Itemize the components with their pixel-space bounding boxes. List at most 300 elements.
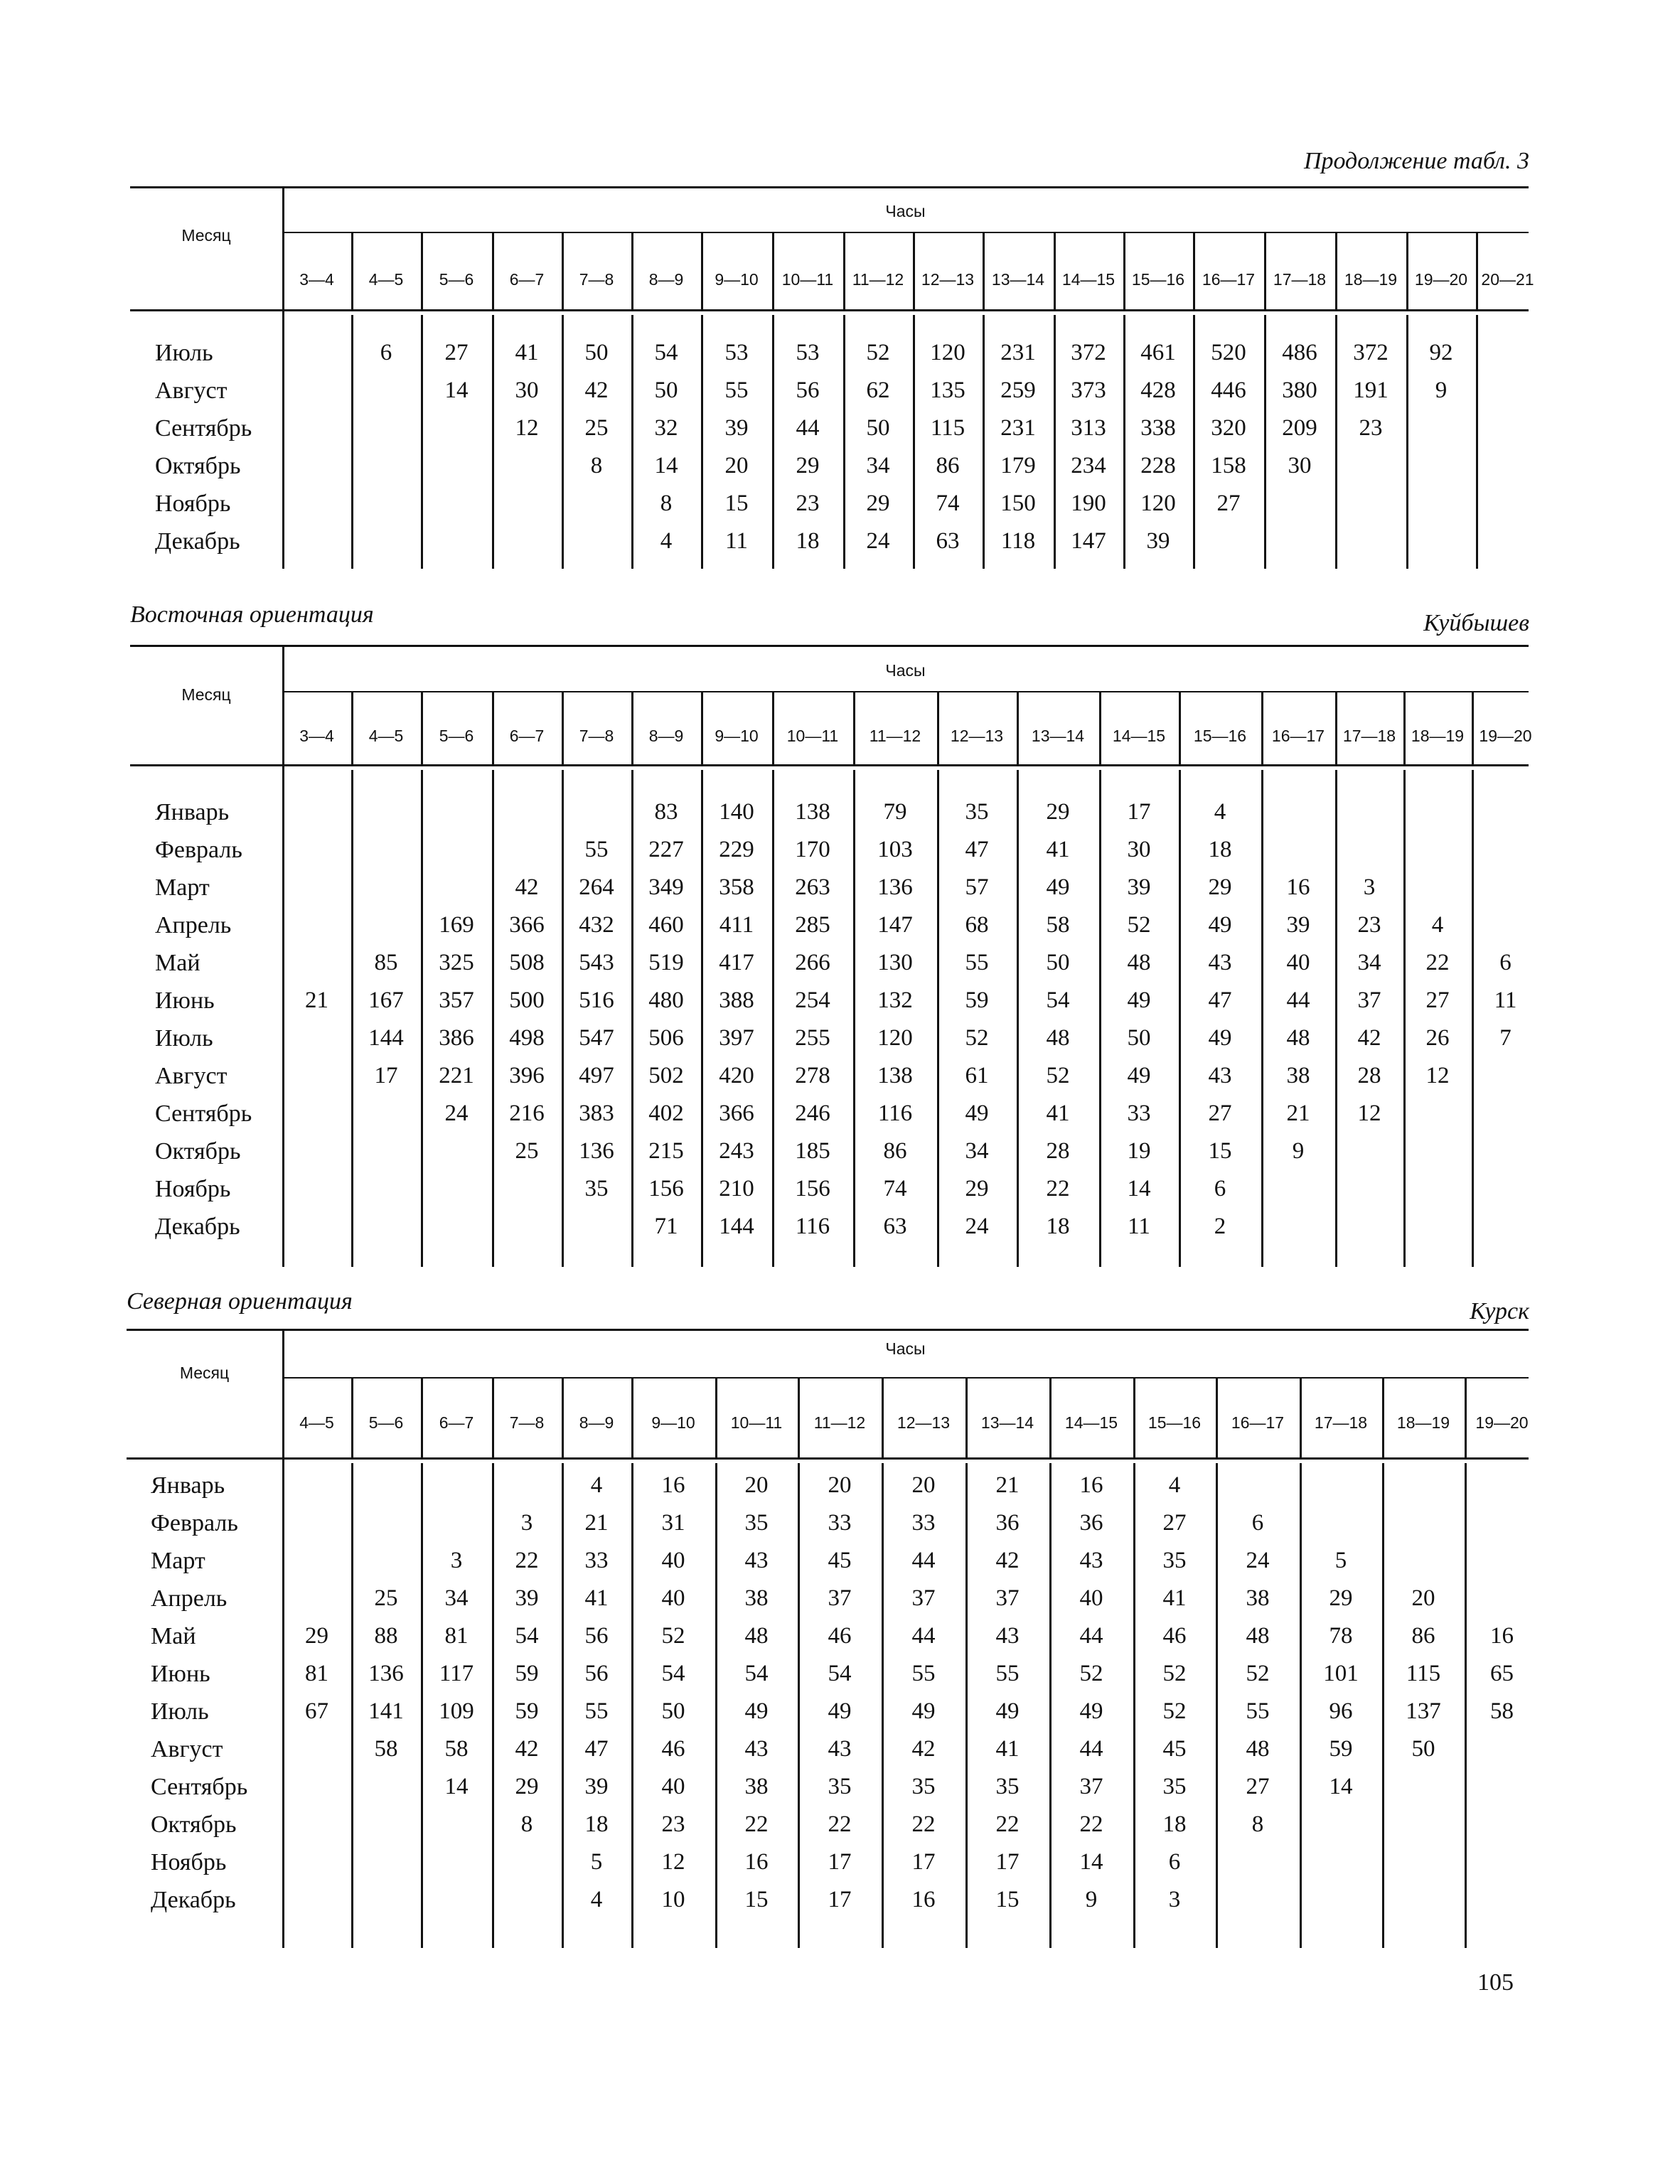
- table-cell: 109: [439, 1698, 474, 1724]
- table-cell: 41: [995, 1736, 1020, 1762]
- table-cell: 40: [1286, 950, 1310, 975]
- table-cell: 88: [374, 1623, 398, 1649]
- table-caption-right: Курск: [1470, 1298, 1529, 1324]
- table-cell: 14: [444, 378, 469, 403]
- table-cell: 19: [1127, 1138, 1151, 1164]
- table-cell: 23: [1357, 912, 1381, 938]
- table-cell: 254: [795, 987, 830, 1013]
- table-cell: 52: [1079, 1661, 1103, 1686]
- column-divider-head: [421, 232, 423, 309]
- column-divider-body: [492, 770, 494, 1267]
- table-cell: 16: [1490, 1623, 1514, 1649]
- table-cell: 11: [1494, 987, 1517, 1013]
- table-cell: 264: [579, 874, 614, 900]
- hour-column-header: 17—18: [1273, 270, 1327, 289]
- hour-column-header: 5—6: [368, 1413, 404, 1432]
- table-cell: 130: [877, 950, 913, 975]
- table-cell: 61: [965, 1063, 989, 1088]
- column-divider-head: [1133, 1377, 1135, 1457]
- month-label: Октябрь: [155, 453, 241, 479]
- table-cell: 49: [1127, 1063, 1151, 1088]
- table-cell: 54: [1046, 987, 1070, 1013]
- table-cell: 56: [584, 1623, 609, 1649]
- table-cell: 8: [590, 453, 603, 478]
- month-label: Февраль: [151, 1510, 238, 1536]
- table-cell: 79: [883, 799, 907, 825]
- column-divider-head: [701, 691, 703, 764]
- table-cell: 27: [1425, 987, 1450, 1013]
- column-divider-head: [772, 691, 774, 764]
- table-cell: 44: [1079, 1736, 1103, 1762]
- table-top-rule: [127, 1329, 1529, 1331]
- header-bottom-rule: [130, 309, 1529, 311]
- table-cell: 209: [1282, 415, 1317, 441]
- table-cell: 23: [661, 1811, 685, 1837]
- table-cell: 547: [579, 1025, 614, 1051]
- month-label: Май: [151, 1623, 196, 1649]
- table-cell: 92: [1429, 340, 1453, 365]
- month-header: Месяц: [181, 226, 231, 245]
- table-cell: 516: [579, 987, 614, 1013]
- table-cell: 39: [1127, 874, 1151, 900]
- column-divider-head: [1049, 1377, 1052, 1457]
- column-divider-head: [1335, 691, 1337, 764]
- table-cell: 65: [1490, 1661, 1514, 1686]
- table-cell: 32: [654, 415, 678, 441]
- table-cell: 6: [380, 340, 392, 365]
- hours-rule: [282, 691, 1529, 692]
- table-cell: 49: [828, 1698, 852, 1724]
- column-divider-body: [1403, 770, 1406, 1267]
- table-cell: 39: [584, 1774, 609, 1799]
- column-divider-head: [1476, 232, 1478, 309]
- month-label: Сентябрь: [155, 415, 252, 441]
- table-cell: 167: [368, 987, 404, 1013]
- table-cell: 49: [911, 1698, 936, 1724]
- month-label: Август: [155, 1063, 228, 1089]
- hour-column-header: 13—14: [1031, 727, 1085, 745]
- table-cell: 44: [911, 1548, 936, 1573]
- table-cell: 42: [515, 1736, 539, 1762]
- table-cell: 42: [1357, 1025, 1381, 1051]
- table-cell: 115: [930, 415, 965, 441]
- table-cell: 231: [1000, 340, 1036, 365]
- table-cell: 388: [719, 987, 754, 1013]
- table-cell: 486: [1282, 340, 1317, 365]
- hour-column-header: 15—16: [1131, 270, 1185, 289]
- table-cell: 135: [930, 378, 965, 403]
- column-divider-head: [351, 232, 353, 309]
- table-cell: 179: [1000, 453, 1036, 478]
- table-cell: 52: [965, 1025, 989, 1051]
- table-cell: 59: [515, 1698, 539, 1724]
- month-label: Март: [151, 1548, 205, 1574]
- table-cell: 417: [719, 950, 754, 975]
- month-label: Февраль: [155, 837, 242, 863]
- month-label: Июнь: [151, 1661, 210, 1687]
- hour-column-header: 11—12: [869, 727, 921, 745]
- table-top-rule: [130, 186, 1529, 188]
- table-cell: 47: [965, 837, 989, 862]
- hour-column-header: 8—9: [648, 270, 684, 289]
- table-cell: 11: [1128, 1214, 1150, 1239]
- table-cell: 5: [590, 1849, 603, 1875]
- column-divider-head: [1261, 691, 1263, 764]
- table-cell: 49: [1127, 987, 1151, 1013]
- hour-column-header: 8—9: [648, 727, 684, 745]
- page-number: 105: [1477, 1969, 1514, 1996]
- table-cell: 74: [936, 491, 960, 516]
- table-cell: 27: [1246, 1774, 1270, 1799]
- hour-column-header: 14—15: [1112, 727, 1166, 745]
- column-divider-head: [1472, 691, 1474, 764]
- table-cell: 411: [719, 912, 754, 938]
- column-divider-head: [492, 232, 494, 309]
- table-cell: 37: [828, 1585, 852, 1611]
- hours-header: Часы: [885, 202, 926, 220]
- table-cell: 63: [936, 528, 960, 554]
- column-divider-head: [421, 691, 423, 764]
- table-cell: 21: [995, 1472, 1020, 1498]
- table-cell: 22: [828, 1811, 852, 1837]
- hour-column-header: 4—5: [368, 270, 404, 289]
- table-cell: 27: [444, 340, 469, 365]
- hours-header: Часы: [885, 661, 926, 680]
- table-cell: 48: [1286, 1025, 1310, 1051]
- column-divider-head: [492, 1377, 494, 1457]
- hour-column-header: 19—20: [1479, 727, 1532, 745]
- column-divider-head: [1099, 691, 1101, 764]
- month-label: Январь: [151, 1472, 225, 1499]
- table-cell: 9: [1292, 1138, 1305, 1164]
- column-divider-head: [631, 1377, 633, 1457]
- table-cell: 372: [1353, 340, 1389, 365]
- table-cell: 22: [744, 1811, 769, 1837]
- hour-column-header: 19—20: [1475, 1413, 1529, 1432]
- table-cell: 57: [965, 874, 989, 900]
- column-divider-head: [351, 691, 353, 764]
- table-cell: 116: [795, 1214, 830, 1239]
- table-cell: 502: [648, 1063, 684, 1088]
- hour-column-header: 10—11: [786, 727, 839, 745]
- table-cell: 506: [648, 1025, 684, 1051]
- table-caption-left: Северная ориентация: [127, 1288, 353, 1315]
- table-cell: 41: [1046, 1101, 1070, 1126]
- column-divider-head: [965, 1377, 968, 1457]
- table-cell: 56: [584, 1661, 609, 1686]
- table-cell: 8: [1251, 1811, 1264, 1837]
- table-cell: 45: [1162, 1736, 1187, 1762]
- table-cell: 43: [744, 1548, 769, 1573]
- table-cell: 285: [795, 912, 830, 938]
- table-cell: 81: [444, 1623, 469, 1649]
- table-cell: 68: [965, 912, 989, 938]
- table-cell: 81: [305, 1661, 328, 1686]
- table-cell: 41: [1162, 1585, 1187, 1611]
- table-cell: 6: [1214, 1176, 1226, 1201]
- table-cell: 41: [515, 340, 539, 365]
- column-divider-head: [631, 232, 633, 309]
- table-cell: 12: [661, 1849, 685, 1875]
- hour-column-header: 7—8: [579, 270, 614, 289]
- table-cell: 55: [584, 1698, 609, 1724]
- column-divider-head: [853, 691, 855, 764]
- column-divider-head: [715, 1377, 717, 1457]
- hour-column-header: 12—13: [921, 270, 975, 289]
- table-cell: 228: [1140, 453, 1176, 478]
- table-cell: 15: [724, 491, 749, 516]
- table-cell: 42: [995, 1548, 1020, 1573]
- table-cell: 44: [1286, 987, 1310, 1013]
- table-cell: 49: [995, 1698, 1020, 1724]
- table-cell: 138: [877, 1063, 913, 1088]
- table-cell: 54: [661, 1661, 685, 1686]
- table-cell: 231: [1000, 415, 1036, 441]
- hour-column-header: 9—10: [651, 1413, 695, 1432]
- table-cell: 325: [439, 950, 474, 975]
- table-cell: 18: [1208, 837, 1232, 862]
- table-cell: 43: [1208, 950, 1232, 975]
- hour-column-header: 16—17: [1231, 1413, 1285, 1432]
- table-cell: 50: [1127, 1025, 1151, 1051]
- table-cell: 28: [1046, 1138, 1070, 1164]
- hours-rule: [282, 1377, 1529, 1379]
- table-cell: 48: [744, 1623, 769, 1649]
- table-cell: 10: [661, 1887, 685, 1912]
- table-cell: 117: [439, 1661, 474, 1686]
- table-cell: 29: [796, 453, 820, 478]
- column-divider-head: [772, 232, 774, 309]
- table-cell: 67: [305, 1698, 328, 1724]
- table-cell: 4: [590, 1887, 603, 1912]
- column-divider-head: [983, 232, 985, 309]
- table-cell: 4: [1214, 799, 1226, 825]
- table-cell: 56: [796, 378, 820, 403]
- hour-column-header: 16—17: [1202, 270, 1256, 289]
- table-cell: 4: [660, 528, 673, 554]
- month-label: Сентябрь: [151, 1774, 248, 1800]
- table-cell: 33: [1127, 1101, 1151, 1126]
- table-cell: 6: [1251, 1510, 1264, 1536]
- table-cell: 55: [1246, 1698, 1270, 1724]
- table-cell: 259: [1000, 378, 1036, 403]
- table-cell: 35: [1162, 1774, 1187, 1799]
- table-cell: 9: [1435, 378, 1448, 403]
- table-cell: 9: [1085, 1887, 1098, 1912]
- table-cell: 49: [1208, 1025, 1232, 1051]
- table-cell: 34: [444, 1585, 469, 1611]
- table-cell: 37: [995, 1585, 1020, 1611]
- table-cell: 210: [719, 1176, 754, 1201]
- column-divider-head: [1300, 1377, 1302, 1457]
- table-cell: 55: [911, 1661, 936, 1686]
- hour-column-header: 10—11: [730, 1413, 783, 1432]
- table-cell: 21: [584, 1510, 609, 1536]
- table-cell: 5: [1334, 1548, 1347, 1573]
- table-cell: 22: [1046, 1176, 1070, 1201]
- table-cell: 36: [1079, 1510, 1103, 1536]
- table-cell: 18: [584, 1811, 609, 1837]
- table-cell: 428: [1140, 378, 1176, 403]
- hour-column-header: 3—4: [299, 270, 334, 289]
- table-cell: 39: [1286, 912, 1310, 938]
- table-cell: 15: [995, 1887, 1020, 1912]
- table-cell: 6: [1168, 1849, 1181, 1875]
- table-cell: 12: [1425, 1063, 1450, 1088]
- table-cell: 460: [648, 912, 684, 938]
- table-cell: 29: [1329, 1585, 1353, 1611]
- table-cell: 137: [1406, 1698, 1441, 1724]
- table-cell: 170: [795, 837, 830, 862]
- hour-column-header: 17—18: [1342, 727, 1396, 745]
- table-cell: 21: [305, 987, 328, 1013]
- column-divider-head: [1382, 1377, 1384, 1457]
- table-cell: 138: [795, 799, 830, 825]
- table-cell: 25: [374, 1585, 398, 1611]
- column-divider-body: [1335, 770, 1337, 1267]
- table-cell: 3: [450, 1548, 463, 1573]
- hour-column-header: 4—5: [368, 727, 404, 745]
- column-divider-head: [631, 691, 633, 764]
- table-cell: 44: [1079, 1623, 1103, 1649]
- table-cell: 191: [1353, 378, 1389, 403]
- table-cell: 358: [719, 874, 754, 900]
- table-cell: 29: [1046, 799, 1070, 825]
- column-divider-head: [1403, 691, 1406, 764]
- table-cell: 35: [995, 1774, 1020, 1799]
- table-cell: 20: [911, 1472, 936, 1498]
- hour-column-header: 20—21: [1481, 270, 1534, 289]
- table-cell: 15: [744, 1887, 769, 1912]
- table-cell: 17: [911, 1849, 936, 1875]
- table-cell: 63: [883, 1214, 907, 1239]
- column-divider-head: [798, 1377, 800, 1457]
- table-cell: 380: [1282, 378, 1317, 403]
- table-cell: 44: [911, 1623, 936, 1649]
- table-cell: 35: [911, 1774, 936, 1799]
- table-cell: 52: [661, 1623, 685, 1649]
- table-cell: 34: [1357, 950, 1381, 975]
- table-cell: 16: [744, 1849, 769, 1875]
- continuation-caption: Продолжение табл. 3: [1303, 148, 1529, 174]
- table-cell: 59: [515, 1661, 539, 1686]
- table-cell: 46: [661, 1736, 685, 1762]
- table-cell: 43: [828, 1736, 852, 1762]
- table-cell: 28: [1357, 1063, 1381, 1088]
- table-cell: 263: [795, 874, 830, 900]
- table-cell: 22: [995, 1811, 1020, 1837]
- month-label: Ноябрь: [155, 1176, 231, 1202]
- table-cell: 41: [584, 1585, 609, 1611]
- table-cell: 17: [828, 1887, 852, 1912]
- hour-column-header: 10—11: [781, 270, 834, 289]
- table-cell: 136: [368, 1661, 404, 1686]
- table-cell: 54: [744, 1661, 769, 1686]
- hours-header: Часы: [885, 1339, 926, 1358]
- table-cell: 22: [1425, 950, 1450, 975]
- table-cell: 116: [877, 1101, 913, 1126]
- table-cell: 4: [590, 1472, 603, 1498]
- table-cell: 150: [1000, 491, 1036, 516]
- month-label: Август: [151, 1736, 223, 1762]
- table-cell: 17: [995, 1849, 1020, 1875]
- table-cell: 20: [744, 1472, 769, 1498]
- hour-column-header: 6—7: [439, 1413, 474, 1432]
- table-cell: 18: [796, 528, 820, 554]
- table-cell: 38: [1246, 1585, 1270, 1611]
- table-cell: 86: [1411, 1623, 1435, 1649]
- month-label: Ноябрь: [151, 1849, 227, 1875]
- column-divider-head: [1465, 1377, 1467, 1457]
- table-cell: 266: [795, 950, 830, 975]
- table-cell: 366: [509, 912, 545, 938]
- table-cell: 46: [1162, 1623, 1187, 1649]
- table-cell: 101: [1323, 1661, 1359, 1686]
- month-label: Апрель: [151, 1585, 228, 1612]
- table-cell: 508: [509, 950, 545, 975]
- table-cell: 25: [584, 415, 609, 441]
- column-divider-head: [421, 1377, 423, 1457]
- hour-column-header: 7—8: [579, 727, 614, 745]
- table-cell: 27: [1162, 1510, 1187, 1536]
- table-cell: 29: [515, 1774, 539, 1799]
- header-bottom-rule: [130, 764, 1529, 766]
- table-cell: 34: [965, 1138, 989, 1164]
- table-cell: 3: [1168, 1887, 1181, 1912]
- table-cell: 17: [828, 1849, 852, 1875]
- table-cell: 33: [828, 1510, 852, 1536]
- table-cell: 4: [1431, 912, 1444, 938]
- table-cell: 144: [719, 1214, 754, 1239]
- column-divider-head: [937, 691, 939, 764]
- hour-column-header: 8—9: [579, 1413, 614, 1432]
- table-cell: 243: [719, 1138, 754, 1164]
- table-cell: 461: [1140, 340, 1176, 365]
- table-cell: 50: [1046, 950, 1070, 975]
- table-cell: 52: [1127, 912, 1151, 938]
- header-bottom-rule: [127, 1457, 1529, 1460]
- table-cell: 47: [1208, 987, 1232, 1013]
- table-cell: 338: [1140, 415, 1176, 441]
- table-cell: 34: [866, 453, 890, 478]
- table-cell: 54: [828, 1661, 852, 1686]
- table-cell: 43: [995, 1623, 1020, 1649]
- table-cell: 144: [368, 1025, 404, 1051]
- table-cell: 313: [1071, 415, 1106, 441]
- column-divider-head: [1406, 232, 1408, 309]
- table-cell: 86: [883, 1138, 907, 1164]
- table-cell: 46: [828, 1623, 852, 1649]
- table-cell: 221: [439, 1063, 474, 1088]
- table-cell: 156: [795, 1176, 830, 1201]
- column-divider-body: [1476, 315, 1478, 569]
- column-divider-head: [1335, 232, 1337, 309]
- table-cell: 42: [584, 378, 609, 403]
- table-cell: 58: [1490, 1698, 1514, 1724]
- table-cell: 215: [648, 1138, 684, 1164]
- table-cell: 78: [1329, 1623, 1353, 1649]
- table-cell: 103: [877, 837, 913, 862]
- table-cell: 519: [648, 950, 684, 975]
- column-divider-head: [562, 691, 564, 764]
- table-cell: 140: [719, 799, 754, 825]
- hour-column-header: 14—15: [1061, 270, 1115, 289]
- month-header: Месяц: [179, 1364, 230, 1382]
- table-cell: 18: [1162, 1811, 1187, 1837]
- table-cell: 136: [877, 874, 913, 900]
- table-cell: 15: [1208, 1138, 1232, 1164]
- hour-column-header: 6—7: [509, 270, 545, 289]
